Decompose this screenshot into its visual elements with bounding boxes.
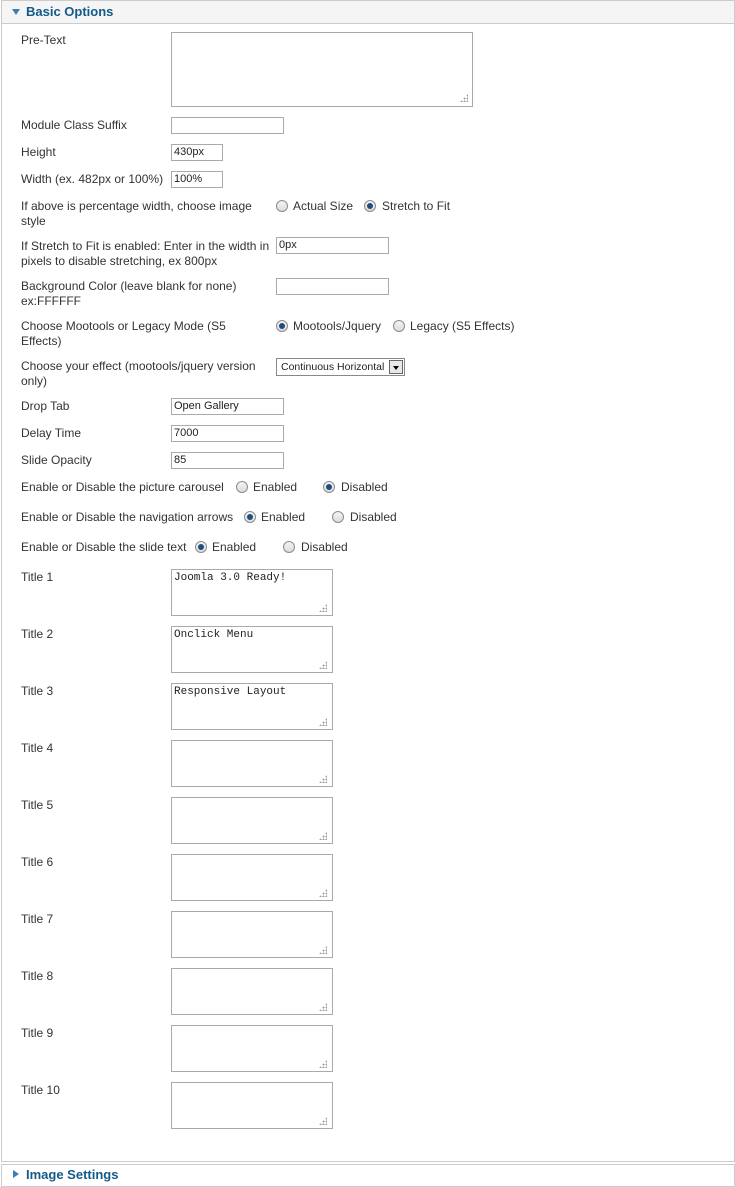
mootools-jquery-radio[interactable] [276,320,288,332]
stretch-width-input[interactable]: 0px [276,237,389,254]
image-style-label: If above is percentage width, choose image style [21,199,252,228]
mode-label: Choose Mootools or Legacy Mode (S5 Effects) [21,319,226,348]
title-10-label: Title 10 [21,1083,60,1097]
slide-text-disabled-label: Disabled [301,540,348,554]
background-color-input[interactable] [276,278,389,295]
title-1-textarea[interactable]: Joomla 3.0 Ready! [171,569,333,616]
height-input[interactable]: 430px [171,144,223,161]
drop-tab-input[interactable]: Open Gallery [171,398,284,415]
actual-size-radio[interactable] [276,200,288,212]
effect-select[interactable] [276,358,405,376]
nav-arrows-disabled-label: Disabled [350,510,397,524]
title-9-textarea[interactable] [171,1025,333,1072]
title-3-textarea[interactable]: Responsive Layout [171,683,333,730]
legacy-label: Legacy (S5 Effects) [410,319,515,333]
title-5-textarea[interactable] [171,797,333,844]
basic-options-header[interactable] [2,1,734,24]
image-settings-panel[interactable] [1,1164,735,1187]
title-2-textarea[interactable]: Onclick Menu [171,626,333,673]
chevron-down-icon[interactable] [389,360,403,374]
delay-time-input[interactable]: 7000 [171,425,284,442]
title-6-label: Title 6 [21,855,54,869]
caret-right-icon [13,1170,19,1178]
title-2-label: Title 2 [21,627,54,641]
slide-opacity-label: Slide Opacity [21,453,92,467]
carousel-disabled-radio[interactable] [323,481,335,493]
basic-options-title: Basic Options [26,4,114,19]
title-3-label: Title 3 [21,684,54,698]
delay-time-label: Delay Time [21,426,82,440]
slide-text-enabled-radio[interactable] [195,541,207,553]
effect-select-value: Continuous Horizontal [281,361,385,373]
title-8-label: Title 8 [21,969,54,983]
slide-text-enabled-label: Enabled [212,540,257,554]
module-class-suffix-label: Module Class Suffix [21,118,127,132]
pre-text-textarea[interactable] [171,32,473,107]
module-class-suffix-input[interactable] [171,117,284,134]
title-8-textarea[interactable] [171,968,333,1015]
carousel-enabled-radio[interactable] [236,481,248,493]
pre-text-label: Pre-Text [21,33,66,47]
title-4-textarea[interactable] [171,740,333,787]
basic-options-panel [1,0,735,1162]
title-6-textarea[interactable] [171,854,333,901]
slide-text-label: Enable or Disable the slide text [21,540,187,554]
slide-text-disabled-radio[interactable] [283,541,295,553]
nav-arrows-enabled-radio[interactable] [244,511,256,523]
title-10-textarea[interactable] [171,1082,333,1129]
title-7-label: Title 7 [21,912,54,926]
drop-tab-label: Drop Tab [21,399,70,413]
effect-label: Choose your effect (mootools/jquery version only) [21,359,256,388]
title-7-textarea[interactable] [171,911,333,958]
background-color-label: Background Color (leave blank for none) ex:FFFFFF [21,279,237,308]
width-label: Width (ex. 482px or 100%) [21,172,164,186]
height-label: Height [21,145,56,159]
nav-arrows-label: Enable or Disable the navigation arrows [21,510,234,524]
slide-opacity-input[interactable]: 85 [171,452,284,469]
legacy-radio[interactable] [393,320,405,332]
actual-size-label: Actual Size [293,199,354,213]
stretch-to-fit-radio[interactable] [364,200,376,212]
caret-down-icon [12,9,20,15]
nav-arrows-enabled-label: Enabled [261,510,306,524]
title-4-label: Title 4 [21,741,54,755]
title-1-label: Title 1 [21,570,54,584]
carousel-enabled-label: Enabled [253,480,298,494]
stretch-to-fit-label: Stretch to Fit [382,199,451,213]
mootools-jquery-label: Mootools/Jquery [293,319,382,333]
image-settings-title: Image Settings [26,1167,119,1182]
carousel-label: Enable or Disable the picture carousel [21,480,224,494]
width-input[interactable]: 100% [171,171,223,188]
title-5-label: Title 5 [21,798,54,812]
nav-arrows-disabled-radio[interactable] [332,511,344,523]
stretch-width-label: If Stretch to Fit is enabled: Enter in the width in pixels to disable stretching, ex 800px [21,239,270,268]
title-9-label: Title 9 [21,1026,54,1040]
carousel-disabled-label: Disabled [341,480,388,494]
